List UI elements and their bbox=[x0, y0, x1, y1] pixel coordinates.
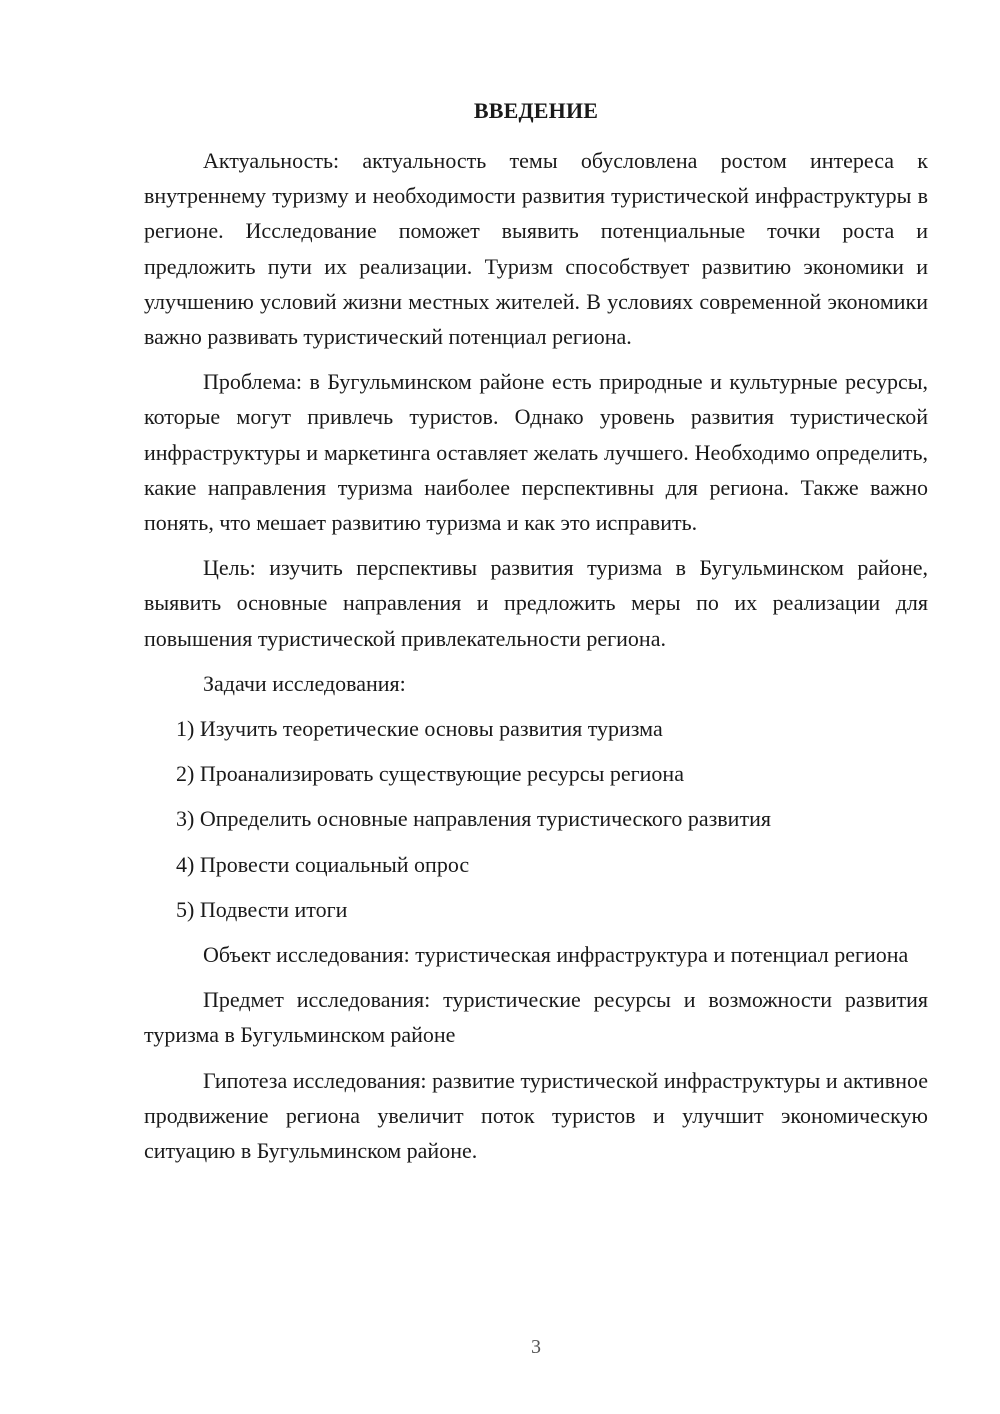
list-item: 5) Подвести итоги bbox=[176, 896, 348, 922]
goal-paragraph: Цель: изучить перспективы развития туризма в Бугульминском районе, выявить основные направления и предложить меры по их реализации для повышения туристической привлекательности региона. bbox=[144, 555, 928, 651]
hypothesis-paragraph: Гипотеза исследования: развитие туристической инфраструктуры и активное продвижение региона увеличит поток туристов и улучшит экономическую ситуацию в Бугульминском районе. bbox=[144, 1067, 928, 1164]
object-paragraph: Объект исследования: туристическая инфраструктура и потенциал региона bbox=[203, 942, 909, 968]
document-body bbox=[144, 143, 928, 1178]
tasks-list bbox=[144, 711, 928, 927]
list-item: 4) Провести социальный опрос bbox=[176, 851, 470, 877]
relevance-paragraph: Актуальность: актуальность темы обусловлена ростом интереса к внутреннему туризму и необходимости развития туристической инфраструктуры в регионе. Исследование поможет выявить потенциальные точки роста и предложить пути их реализации. Туризм способствует развитию экономики и улучшению условий жизни местных жителей. В условиях современной экономики важно развивать туристический потенциал региона. bbox=[144, 148, 928, 350]
subject-paragraph: Предмет исследования: туристические ресурсы и возможности развития туризма в Бугульминском районе bbox=[144, 987, 928, 1048]
page-number: 3 bbox=[531, 1336, 541, 1358]
problem-paragraph: Проблема: в Бугульминском районе есть природные и культурные ресурсы, которые могут привлечь туристов. Однако уровень развития туристической инфраструктуры и маркетинга оставляет желать лучшего. Необходимо определить, какие направления туризма наиболее перспективны для региона. Также важно понять, что мешает развитию туризма и как это исправить. bbox=[144, 369, 928, 536]
list-item: 3) Определить основные направления туристического развития bbox=[176, 806, 771, 832]
list-item: 1) Изучить теоретические основы развития туризма bbox=[176, 716, 663, 742]
tasks-heading: Задачи исследования: bbox=[203, 670, 406, 696]
page-title: ВВЕДЕНИЕ bbox=[473, 98, 599, 123]
list-item: 2) Проанализировать существующие ресурсы региона bbox=[176, 761, 684, 787]
